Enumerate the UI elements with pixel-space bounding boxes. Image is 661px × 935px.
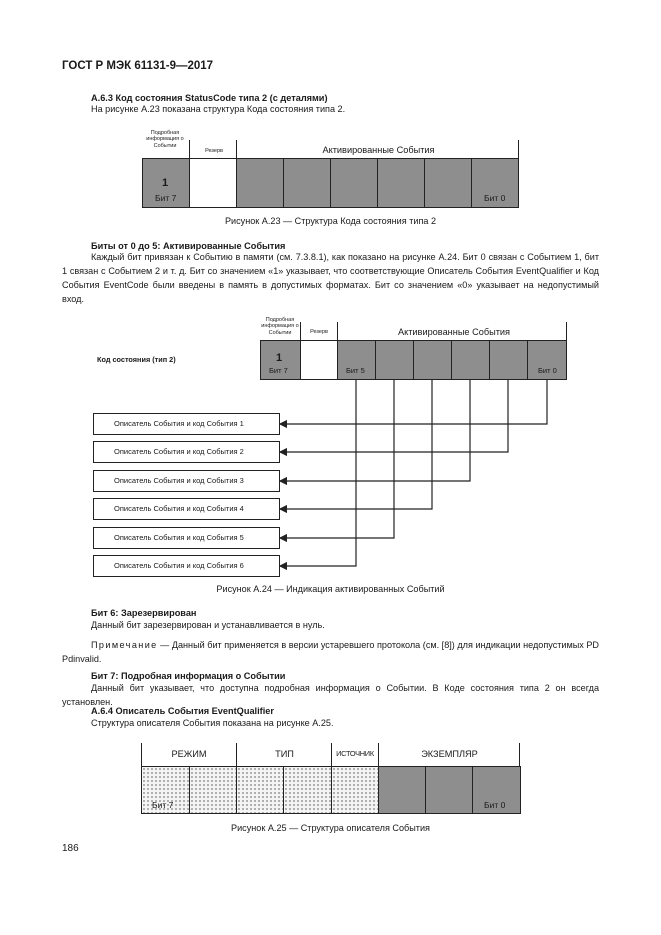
status-code-label: Код состояния (тип 2) — [97, 355, 176, 364]
figure-a24 — [90, 314, 570, 580]
reserve-cell — [189, 158, 237, 208]
figure-a25-caption: Рисунок А.25 — Структура описателя События — [231, 823, 430, 833]
event-bit-cell — [283, 158, 331, 208]
bit7-label: Бит 7 — [269, 366, 288, 375]
bit7-heading: Бит 7: Подробная информация о Событии — [91, 671, 286, 681]
bit7-cell — [142, 158, 190, 208]
mode-bit-cell — [189, 766, 237, 814]
bit6-heading: Бит 6: Зарезервирован — [91, 608, 197, 618]
mode-bit-cell — [141, 766, 190, 814]
page-number: 186 — [62, 843, 79, 854]
bits-0-5-text: Каждый бит привязан к Событию в памяти (см. 7.3.8.1), как показано на рисунке А.24. Бит 0 связан с Событием 1, бит 1 связан с Событием 2 и т. д. Бит со значением «1» указывает, что соответствующие Описатель События EventQualifier и Код События EventCode были введены в память в допустимых форматах. Бит со значением «0» указывает на недопустимый вход. — [62, 252, 599, 304]
document-header: ГОСТ Р МЭК 61131-9—2017 — [62, 60, 214, 72]
bit0-label: Бит 0 — [538, 366, 557, 375]
type-bit-cell — [283, 766, 332, 814]
event-descriptor-2: Описатель События и код События 2 — [93, 441, 280, 463]
bit0-cell — [471, 158, 519, 208]
bit7-value: 1 — [276, 352, 283, 364]
bit6-note — [62, 638, 599, 666]
bit7-text: Данный бит указывает, что доступна подробная информация о Событии. В Коде состояния типа 2 он всегда установлен. — [62, 683, 599, 707]
bit7-label: Бит 7 — [152, 800, 174, 810]
bit0-cell — [472, 766, 521, 814]
section-a64-heading: А.6.4 Описатель События EventQualifier — [91, 706, 274, 716]
event-descriptor-1: Описатель События и код События 1 — [93, 413, 280, 435]
figure-a23 — [142, 126, 520, 208]
figure-a24-caption: Рисунок А.24 — Индикация активированных Событий — [216, 584, 445, 594]
event-bit-cell — [377, 158, 425, 208]
event-descriptor-5: Описатель События и код События 5 — [93, 527, 280, 549]
note-label: Примечание — [91, 640, 158, 650]
bit6-text: Данный бит зарезервирован и устанавливается в нуль. — [91, 620, 325, 630]
type-label: ТИП — [275, 749, 294, 759]
note-text: — Данный бит применяется в версии устаревшего протокола (см. [8]) для индикации недопустимых PD Pdinvalid. — [62, 640, 599, 664]
activated-events-title: Активированные События — [397, 327, 511, 337]
type-bit-cell — [236, 766, 284, 814]
section-a64-intro: Структура описателя События показана на рисунке А.25. — [91, 718, 334, 728]
section-a63-intro: На рисунке А.23 показана структура Кода состояния типа 2. — [91, 104, 346, 114]
instance-bit-cell — [378, 766, 426, 814]
instance-label: ЭКЗЕМПЛЯР — [421, 749, 478, 759]
header-divider — [189, 140, 190, 158]
mode-label: РЕЖИМ — [171, 749, 207, 759]
event-bit-cell — [424, 158, 472, 208]
figure-a23-caption: Рисунок А.23 — Структура Кода состояния типа 2 — [224, 216, 437, 226]
reserve-label: Резерв — [205, 148, 223, 154]
header-divider — [518, 140, 519, 158]
activated-events-title: Активированные События — [322, 145, 435, 155]
instance-bit-cell — [425, 766, 473, 814]
section-a63-heading: А.6.3 Код состояния StatusCode типа 2 (с деталями) — [91, 93, 328, 103]
detail-info-label: Подробная информация о Событии — [146, 130, 184, 149]
bit0-label: Бит 0 — [484, 193, 506, 203]
event-descriptor-4: Описатель События и код События 4 — [93, 498, 280, 520]
reserve-label: Резерв — [310, 329, 328, 335]
event-bit-cell — [330, 158, 378, 208]
event-descriptor-3: Описатель События и код События 3 — [93, 470, 280, 492]
bit7-value: 1 — [162, 177, 169, 189]
source-label: ИСТОЧНИК — [336, 749, 374, 758]
source-bit-cell — [331, 766, 379, 814]
bits-0-5-heading: Биты от 0 до 5: Активированные События — [91, 241, 286, 251]
figure-a25 — [141, 743, 521, 815]
detail-info-label: Подробная информация о Событии — [261, 317, 299, 336]
event-bit-cell — [236, 158, 284, 208]
event-descriptor-6: Описатель События и код События 6 — [93, 555, 280, 577]
bit0-label: Бит 0 — [484, 800, 506, 810]
bit7-label: Бит 7 — [155, 193, 177, 203]
header-divider — [236, 140, 237, 158]
bit5-label: Бит 5 — [346, 366, 365, 375]
